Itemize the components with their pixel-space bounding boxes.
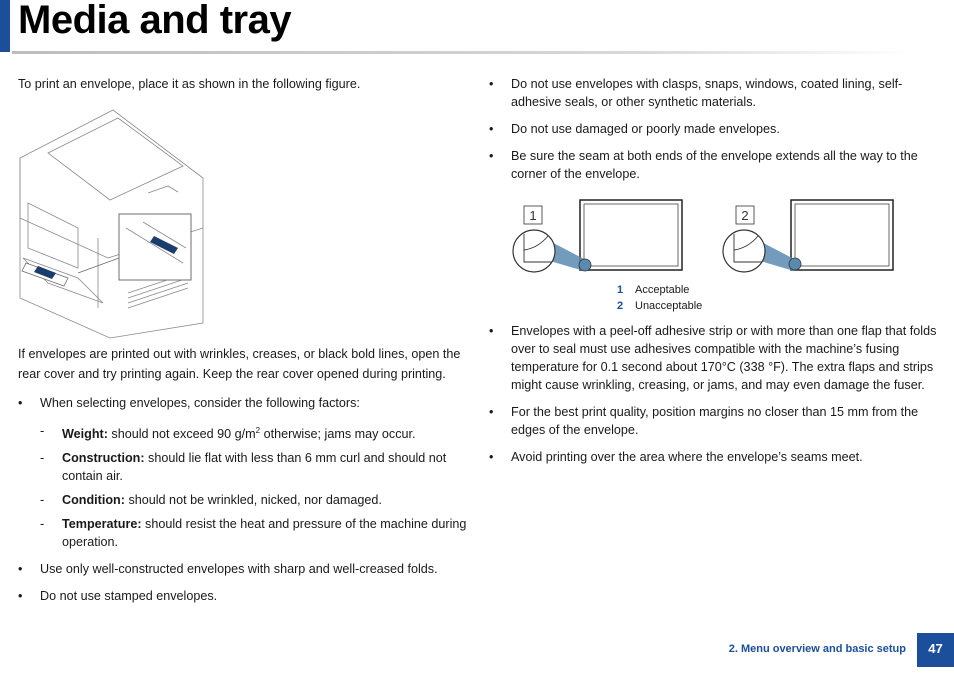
title-divider [12, 51, 912, 54]
title-accent-bar [0, 0, 10, 52]
footer-section-link[interactable]: 2. Menu overview and basic setup [728, 643, 906, 655]
legend-item: 1 Acceptable [617, 284, 690, 296]
left-column [18, 75, 468, 93]
list-item: • Be sure the seam at both ends of the envelope extends all the way to the corner of the envelope. [489, 147, 939, 183]
envelope-seam-figure [510, 196, 900, 276]
figure-label-2: 2 [741, 208, 749, 223]
page-number: 47 [917, 633, 954, 667]
list-item: • Envelopes with a peel-off adhesive strip or with more than one flap that folds over to seal must use adhesives compatible with the machine’s fusing temperature for 0.1 second about 170°C (338 °F). The extra flaps and strips might cause wrinkling, creasing, or jams, and may even damage the fuser. [489, 322, 939, 394]
list-item: • Do not use envelopes with clasps, snaps, windows, coated lining, self-adhesive seals, or other synthetic materials. [489, 75, 939, 111]
legend-item: 2 Unacceptable [617, 300, 703, 312]
rear-cover-paragraph: If envelopes are printed out with wrinkles, creases, or black bold lines, open the rear cover and try printing again. Keep the rear cover opened during printing. [18, 347, 461, 381]
factor-condition: - Condition: should not be wrinkled, nicked, nor damaged. [40, 491, 468, 509]
list-item: • Do not use damaged or poorly made envelopes. [489, 120, 939, 138]
right-column-top [489, 75, 939, 183]
list-item: • Avoid printing over the area where the envelope’s seams meet. [489, 448, 939, 466]
list-item: • Use only well-constructed envelopes with sharp and well-creased folds. [18, 560, 468, 578]
factors-intro: • When selecting envelopes, consider the following factors: [18, 394, 468, 412]
figure-label-1: 1 [529, 208, 537, 223]
list-item: • Do not use stamped envelopes. [18, 587, 468, 605]
factor-temperature: - Temperature: should resist the heat and pressure of the machine during operation. [40, 515, 468, 551]
figure-legend [617, 282, 702, 314]
left-column-body [18, 344, 468, 605]
list-item: • For the best print quality, position margins no closer than 15 mm from the edges of the envelope. [489, 403, 939, 439]
intro-paragraph: To print an envelope, place it as shown in the following figure. [18, 77, 361, 91]
right-column-bottom [489, 322, 939, 466]
page-title: Media and tray [18, 0, 292, 42]
factor-construction: - Construction: should lie flat with less than 6 mm curl and should not contain air. [40, 449, 468, 485]
factor-weight: - Weight: should not exceed 90 $g/m^2$ otherwise; jams may occur. [40, 422, 468, 443]
printer-envelope-illustration [18, 108, 218, 340]
